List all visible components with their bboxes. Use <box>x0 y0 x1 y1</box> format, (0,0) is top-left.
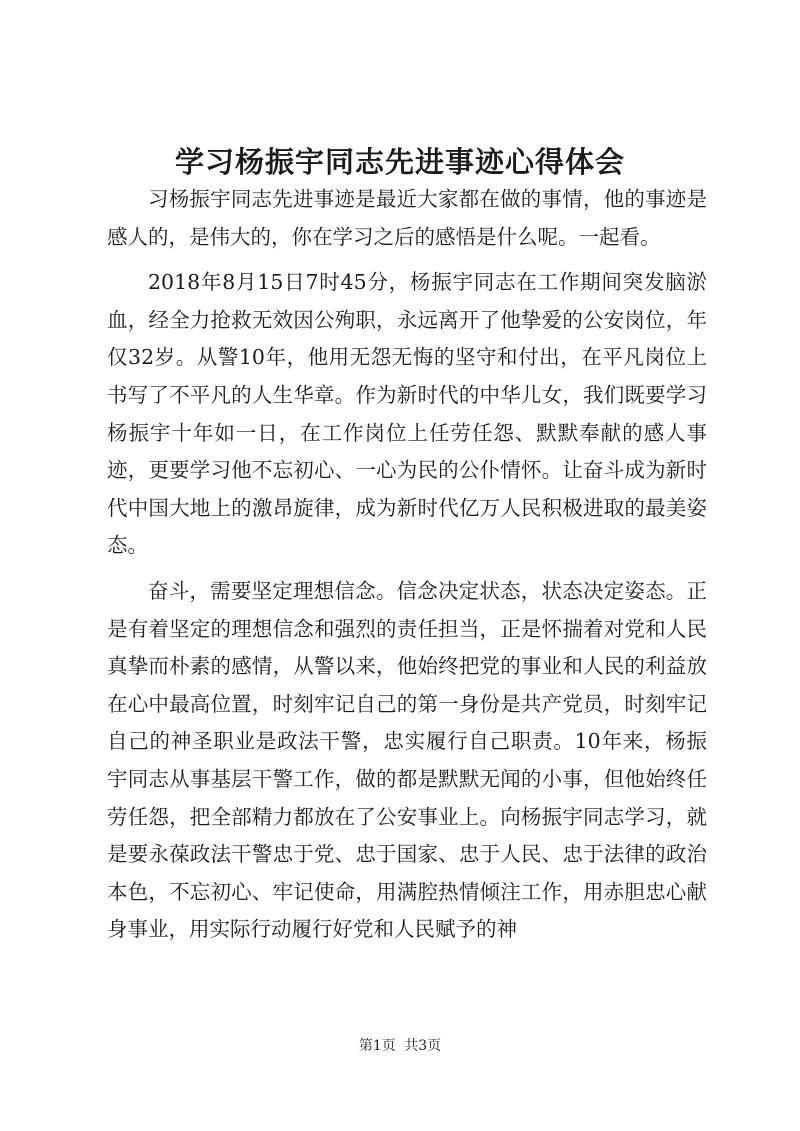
paragraph-event: 2018年8月15日7时45分，杨振宇同志在工作期间突发脑淤血，经全力抢救无效因公殉职，永远离开了他挚爱的公安岗位，年仅32岁。从警10年，他用无怨无悔的坚守和付出，在平凡岗位上书写了不平凡的人生华章。作为新时代的中华儿女，我们既要学习杨振宇十年如一日，在工作岗位上任劳任怨、默默奉献的感人事迹，更要学习他不忘初心、一心为民的公仆情怀。让奋斗成为新时代中国大地上的激昂旋律，成为新时代亿万人民积极进取的最美姿态。 <box>107 270 707 558</box>
page-total: 共3页 <box>404 1038 442 1054</box>
paragraph-intro: 习杨振宇同志先进事迹是最近大家都在做的事情，他的事迹是感人的，是伟大的，你在学习之后的感悟是什么呢。一起看。 <box>107 187 707 249</box>
page-number: 第1页 <box>358 1038 396 1054</box>
paragraph-struggle: 奋斗，需要坚定理想信念。信念决定状态，状态决定姿态。正是有着坚定的理想信念和强烈的责任担当，正是怀揣着对党和人民真挚而朴素的感情，从警以来，他始终把党的事业和人民的利益放在心中最高位置，时刻牢记自己的第一身份是共产党员，时刻牢记自己的神圣职业是政法干警，忠实履行自己职责。10年来，杨振宇同志从事基层干警工作，做的都是默默无闻的小事，但他始终任劳任怨，把全部精力都放在了公安事业上。向杨振宇同志学习，就是要永葆政法干警忠于党、忠于国家、忠于人民、忠于法律的政治本色，不忘初心、牢记使命，用满腔热情倾注工作，用赤胆忠心献身事业，用实际行动履行好党和人民赋予的神 <box>107 578 707 942</box>
page-footer <box>0 1036 800 1056</box>
document-body <box>107 181 707 957</box>
document-title: 学习杨振宇同志先进事迹心得体会 <box>174 145 625 179</box>
